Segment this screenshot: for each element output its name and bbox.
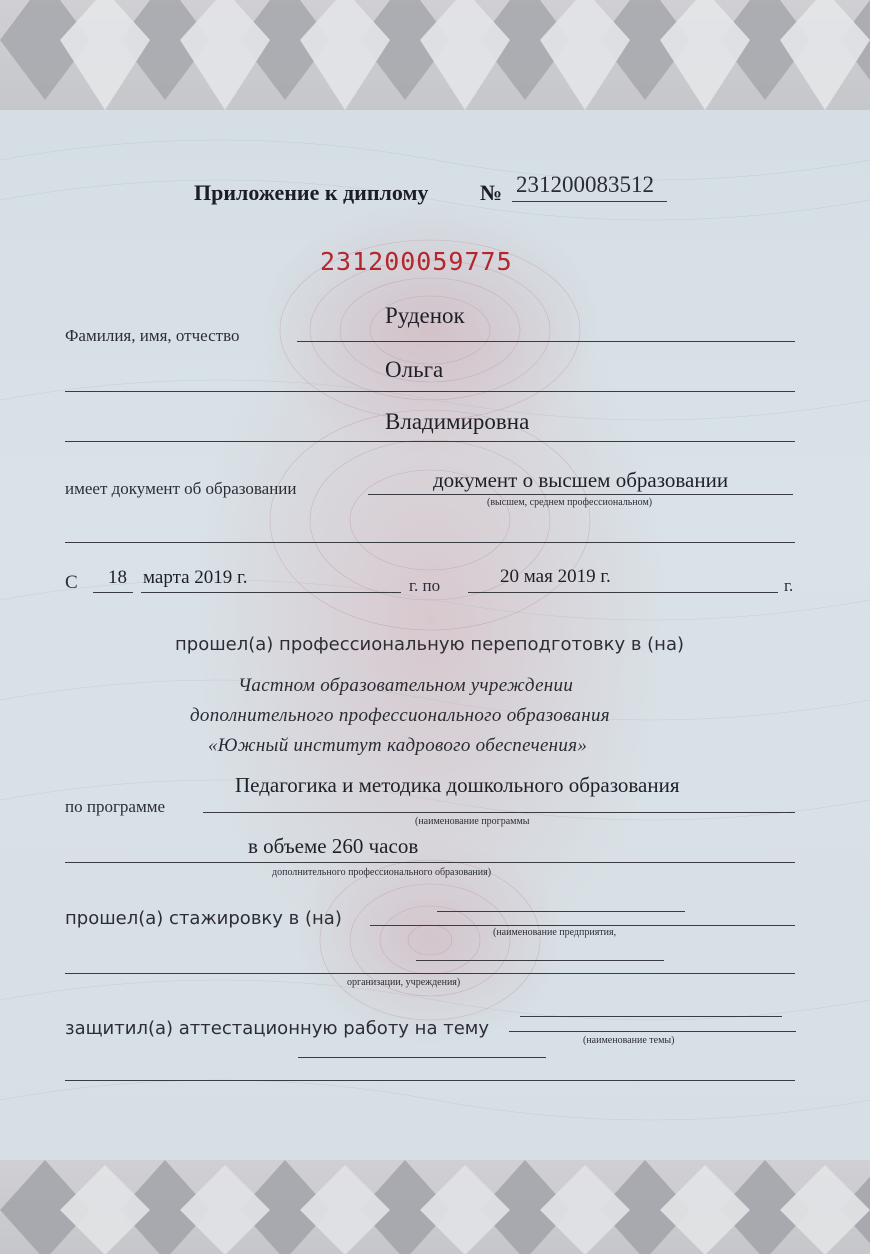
end-date-line	[468, 592, 778, 593]
start-date-line	[141, 592, 401, 593]
name-line	[65, 391, 795, 392]
internship-upper-line	[437, 911, 685, 912]
thesis-label: защитил(а) аттестационную работу на тему	[65, 1018, 489, 1039]
education-extra-line	[65, 542, 795, 543]
document-title: Приложение к диплому	[194, 180, 429, 205]
end-date-value: 20 мая 2019 г.	[500, 566, 611, 587]
program-label: по программе	[65, 797, 166, 816]
serial-number: 231200059775	[320, 247, 513, 276]
retraining-label: прошел(а) профессиональную переподготовку в (на)	[175, 634, 685, 655]
thesis-mid-line	[298, 1057, 546, 1058]
period-prefix: С	[65, 572, 78, 593]
start-day-value: 18	[108, 567, 127, 588]
institution-line-3: «Южный институт кадрового обеспечения»	[208, 735, 588, 756]
education-hint: (высшем, среднем профессиональном)	[487, 497, 653, 508]
program-value: Педагогика и методика дошкольного образования	[235, 773, 680, 797]
diploma-number-underline	[512, 201, 667, 202]
education-value: документ о высшем образовании	[433, 468, 729, 492]
period-mid-suffix: г. по	[409, 576, 441, 595]
diploma-number: 231200083512	[516, 172, 654, 197]
thesis-upper-line	[520, 1016, 782, 1017]
start-date-value: марта 2019 г.	[143, 567, 248, 588]
fio-label: Фамилия, имя, отчество	[65, 326, 240, 345]
surname-value: Руденок	[385, 303, 465, 328]
thesis-hint: (наименование темы)	[583, 1035, 675, 1046]
program-hint: (наименование программы	[415, 816, 530, 827]
program-volume-hint: дополнительного профессионального образования)	[272, 867, 492, 878]
period-end-suffix: г.	[784, 576, 794, 595]
start-day-line	[93, 592, 133, 593]
program-volume: в объеме 260 часов	[248, 834, 419, 858]
institution-line-2: дополнительного профессионального образования	[190, 705, 610, 726]
thesis-line	[509, 1031, 796, 1032]
number-sign: №	[480, 180, 503, 205]
internship-hint: (наименование предприятия,	[493, 927, 617, 938]
internship-extra-line	[65, 973, 795, 974]
surname-line	[297, 341, 795, 342]
program-volume-line	[65, 862, 795, 863]
bottom-ornament-band	[0, 1160, 870, 1254]
internship-mid-line	[416, 960, 664, 961]
patronymic-line	[65, 441, 795, 442]
patronymic-value: Владимировна	[385, 409, 530, 434]
internship-label: прошел(а) стажировку в (на)	[65, 908, 342, 929]
education-line	[368, 494, 793, 495]
thesis-extra-line	[65, 1080, 795, 1081]
internship-line	[370, 925, 795, 926]
program-line	[203, 812, 795, 813]
education-label: имеет документ об образовании	[65, 479, 297, 498]
institution-line-1: Частном образовательном учреждении	[238, 675, 574, 696]
internship-hint-2: организации, учреждения)	[347, 977, 461, 988]
top-ornament-band	[0, 0, 870, 110]
name-value: Ольга	[385, 357, 444, 382]
